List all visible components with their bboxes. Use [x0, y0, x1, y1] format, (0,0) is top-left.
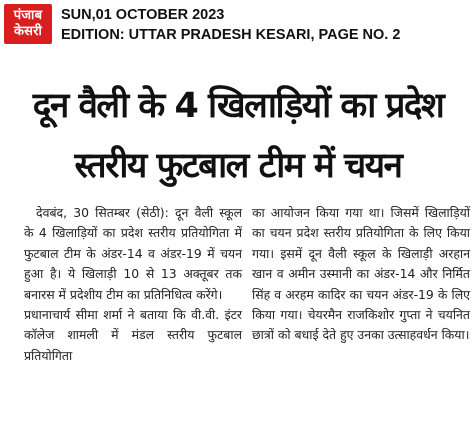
- article-headline: [0, 76, 476, 196]
- masthead: [0, 0, 476, 48]
- torn-previous-text-edge: [0, 57, 476, 63]
- edition-label: EDITION: UTTAR PRADESH KESARI, PAGE NO. 2: [61, 27, 401, 43]
- paragraph-3: का आयोजन किया गया था। जिसमें खिलाड़ियों का चयन प्रदेश स्तरीय प्रतियोगिता के लिए किया गया। इसमें दून वैली स्कूल के खिलाड़ी अरहान खान व अमीन उस्मानी का अंडर-14 और निर्मित सिंह व अरहम कादिर का चयन अंडर-19 के लिए किया गया। चेयरमैन राजकिशोर गुप्ता ने चयनित छात्रों को बधाई देते हुए उनका उत्साहवर्धन किया।: [252, 205, 470, 343]
- paragraph-1: देवबंद, 30 सितम्बर (सेठी): दून वैली स्कूल के 4 खिलाड़ियों का प्रदेश स्तरीय प्रतियोगिता में फुटबाल टीम के अंडर-14 व अंडर-19 में चयन हुआ है। ये खिलाड़ी 10 से 13 अक्तूबर तक बनारस में प्रदेशीय टीम का प्रतिनिधित्व करेंगे।: [24, 205, 242, 302]
- logo-line-2: केसरी: [13, 24, 43, 39]
- article-column-1: [24, 203, 242, 435]
- edition-info: [61, 5, 400, 45]
- headline-line-1: दून वैली के 4 खिलाड़ियों का प्रदेश: [32, 86, 444, 126]
- article-column-2: [252, 203, 470, 435]
- article-body: [24, 203, 470, 435]
- paragraph-2: प्रधानाचार्य सीमा शर्मा ने बताया कि वी.वी. इंटर कॉलेज शामली में मंडल स्तरीय फुटबाल प्रतियोगिता: [24, 307, 242, 363]
- punjab-kesari-logo: [4, 4, 52, 44]
- publication-date: SUN,01 OCTOBER 2023: [61, 7, 225, 23]
- headline-line-2: स्तरीय फुटबाल टीम में चयन: [74, 146, 402, 186]
- logo-line-1: पंजाब: [13, 8, 43, 23]
